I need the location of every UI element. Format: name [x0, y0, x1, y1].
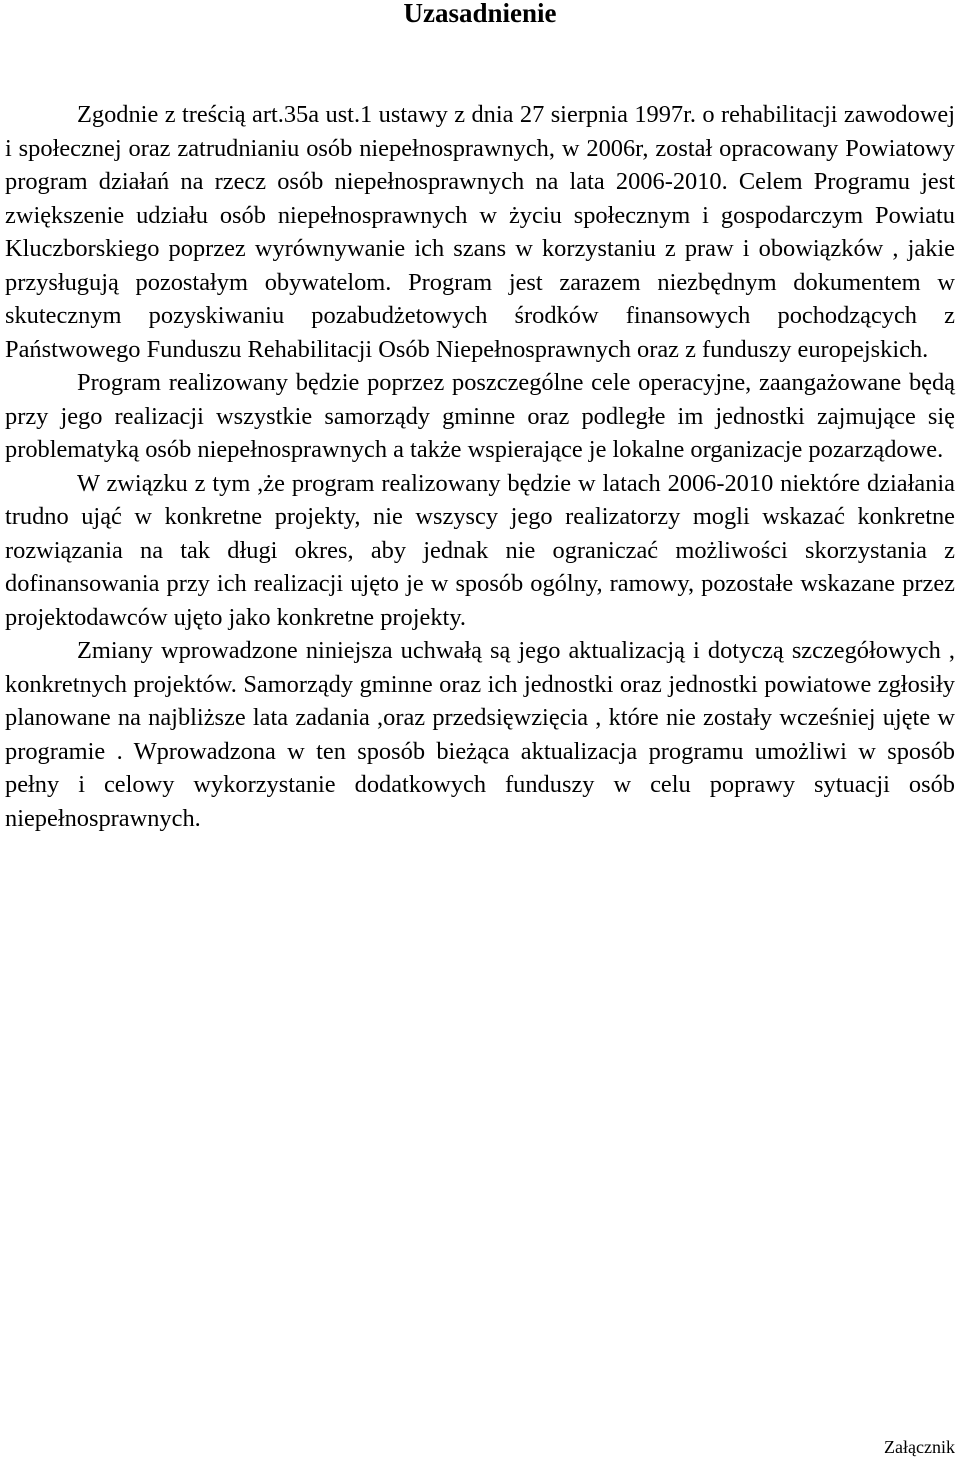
document-title: Uzasadnienie [403, 0, 557, 28]
paragraph-2: Program realizowany będzie poprzez poszczególne cele operacyjne, zaangażowane będą przy jego realizacji wszystkie samorządy gminne oraz podległe im jednostki zajmujące się problematyką osób niepełnosprawnych a także wspierające je lokalne organizacje pozarządowe. [5, 369, 955, 463]
footer-attachment-label: Załącznik [884, 1437, 955, 1457]
paragraph-3: W związku z tym ,że program realizowany będzie w latach 2006-2010 niektóre działania trudno ująć w konkretne projekty, nie wszyscy jego realizatorzy mogli wskazać konkretne rozwiązania na tak długi okres, aby jednak nie ograniczać możliwości skorzystania z dofinansowania przy ich realizacji ujęto je w sposób ogólny, ramowy, pozostałe wskazane przez projektodawców ujęto jako konkretne projekty. [5, 469, 955, 631]
paragraph-1: Zgodnie z treścią art.35a ust.1 ustawy z dnia 27 sierpnia 1997r. o rehabilitacji zawodowej i społecznej oraz zatrudnianiu osób niepełnosprawnych, w 2006r, został opracowany Powiatowy program działań na rzecz osób niepełnosprawnych na lata 2006-2010. Celem Programu jest zwiększenie udziału osób niepełnosprawnych w życiu społecznym i gospodarczym Powiatu Kluczborskiego poprzez wyrównywanie ich szans w korzystaniu z praw i obowiązków , jakie przysługują pozostałym obywatelom. Program jest zarazem niezbędnym dokumentem w skutecznym pozyskiwaniu pozabudżetowych środków finansowych pochodzących z Państwowego Funduszu Rehabilitacji Osób Niepełnosprawnych oraz z funduszy europejskich. [5, 101, 955, 363]
document-body [5, 98, 955, 835]
paragraph-4: Zmiany wprowadzone niniejsza uchwałą są jego aktualizacją i dotyczą szczegółowych , konkretnych projektów. Samorządy gminne oraz ich jednostki oraz jednostki powiatowe zgłosiły planowane na najbliższe lata zadania ,oraz przedsięwzięcia , które nie zostały wcześniej ujęte w programie . Wprowadzona w ten sposób bieżąca aktualizacja programu umożliwi w sposób pełny i celowy wykorzystanie dodatkowych funduszy w celu poprawy sytuacji osób niepełnosprawnych. [5, 637, 955, 832]
